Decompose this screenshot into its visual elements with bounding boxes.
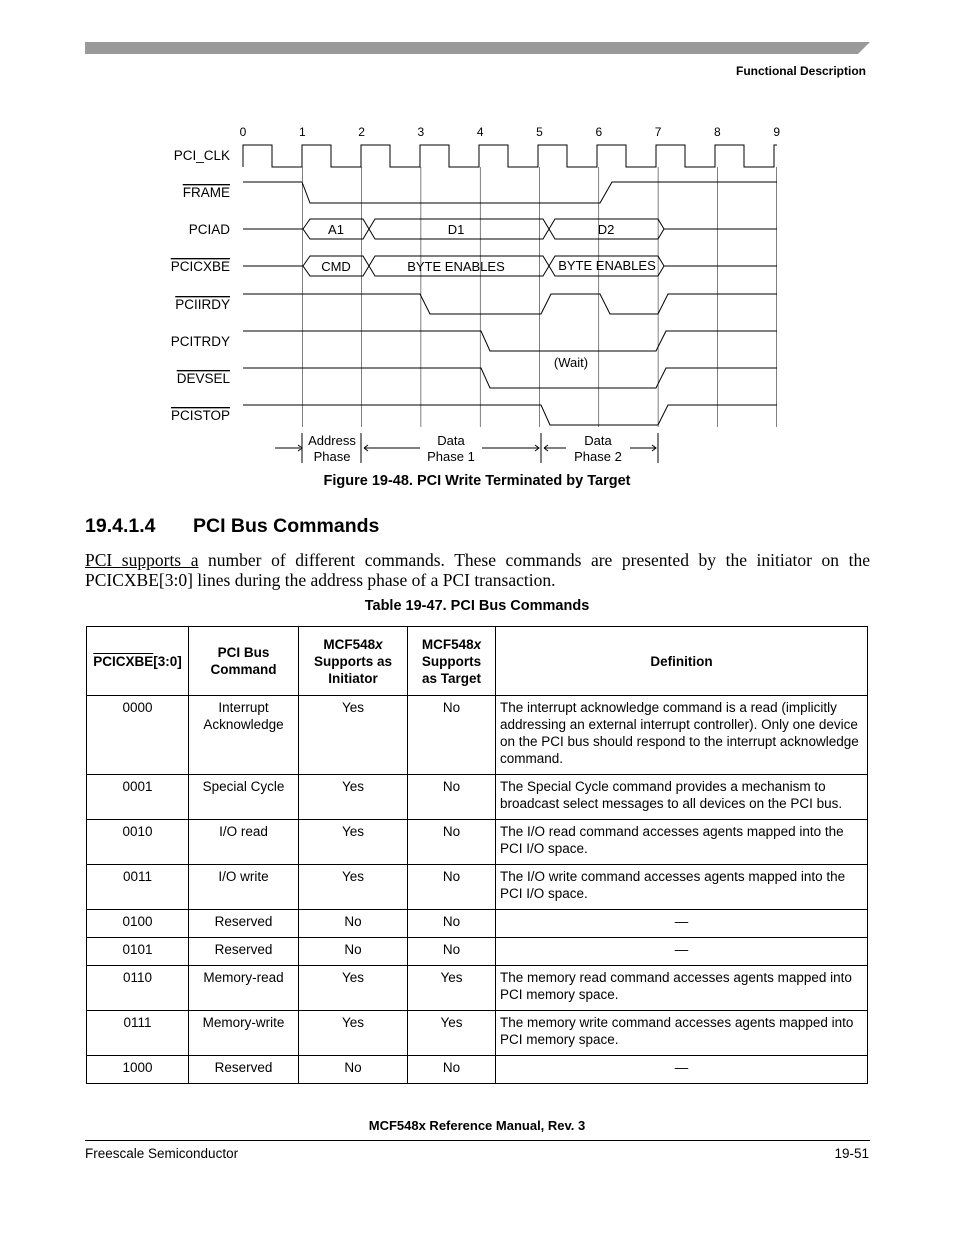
paragraph-text: number of different commands. These commands are presented by the initiator on the PCICXBE[3:0] lines during the address phase of a PCI transaction. [85, 550, 870, 590]
clock-cycle-label: 0 [239, 125, 247, 139]
cell-definition: — [496, 1056, 868, 1084]
table-row [87, 1056, 868, 1084]
cell-code: 0101 [87, 938, 189, 966]
clock-cycle-label: 5 [536, 125, 543, 139]
cell-code: 0000 [87, 696, 189, 775]
pciad-a1-label: A1 [328, 222, 344, 237]
cell-code: 0010 [87, 820, 189, 865]
clock-cycle-label: 6 [595, 125, 603, 139]
header-initiator: MCF548x Supports as Initiator [299, 627, 408, 696]
pcicxbe-cmd-label: CMD [321, 259, 351, 274]
footer-page-number: 19-51 [834, 1146, 869, 1161]
cell-definition: The memory read command accesses agents mapped into PCI memory space. [496, 966, 868, 1011]
table-row [87, 938, 868, 966]
pci-bus-commands-table [86, 626, 868, 1084]
cell-code: 0110 [87, 966, 189, 1011]
table-row [87, 696, 868, 775]
cell-target: No [408, 1056, 496, 1084]
header-command: PCI Bus Command [189, 627, 299, 696]
cell-definition: — [496, 910, 868, 938]
signal-name: PCIAD [188, 222, 230, 237]
cell-initiator: Yes [299, 820, 408, 865]
table-header-row [87, 627, 868, 696]
cell-initiator: Yes [299, 775, 408, 820]
pciad-d1-label: D1 [447, 222, 465, 237]
cell-initiator: Yes [299, 865, 408, 910]
cell-command: I/O write [189, 865, 299, 910]
signal-name: PCICXBE [170, 259, 230, 274]
wait-label: (Wait) [553, 355, 589, 370]
cell-initiator: No [299, 910, 408, 938]
clock-cycle-label: 1 [298, 125, 306, 139]
cell-target: Yes [408, 1011, 496, 1056]
cell-definition: The Special Cycle command provides a mechanism to broadcast select messages to all devices on the PCI bus. [496, 775, 868, 820]
clock-cycle-label: 3 [417, 125, 425, 139]
signal-name: PCI_CLK [173, 148, 230, 163]
table-row [87, 775, 868, 820]
section-heading [85, 515, 379, 538]
table-row [87, 865, 868, 910]
body-paragraph [85, 550, 870, 590]
header-bar [0, 0, 954, 60]
cell-initiator: Yes [299, 1011, 408, 1056]
header-definition: Definition [496, 627, 868, 696]
cell-command: Interrupt Acknowledge [189, 696, 299, 775]
pciad-d2-label: D2 [597, 222, 615, 237]
clock-cycle-label: 2 [358, 125, 365, 139]
footer-manual-title: MCF548x Reference Manual, Rev. 3 [368, 1118, 586, 1133]
devsel-wave [243, 368, 777, 388]
cell-target: No [408, 775, 496, 820]
cell-target: No [408, 696, 496, 775]
pciirdy-wave [243, 294, 777, 314]
table-row [87, 1011, 868, 1056]
cell-command: Memory-write [189, 1011, 299, 1056]
cell-target: Yes [408, 966, 496, 1011]
footer-divider [85, 1140, 870, 1141]
cell-code: 0111 [87, 1011, 189, 1056]
clock-cycle-label: 8 [714, 125, 721, 139]
cell-command: Memory-read [189, 966, 299, 1011]
cell-command: Reserved [189, 938, 299, 966]
data-phase1-line2: Phase 1 [427, 449, 475, 464]
header-target: MCF548x Supports as Target [408, 627, 496, 696]
data-phase2-line1: Data [584, 433, 612, 448]
signal-name: PCISTOP [170, 408, 230, 423]
cell-initiator: Yes [299, 966, 408, 1011]
cell-command: Special Cycle [189, 775, 299, 820]
footer-company: Freescale Semiconductor [85, 1146, 239, 1161]
cell-target: No [408, 865, 496, 910]
pcitrdy-wave [243, 331, 777, 351]
table-caption: Table 19-47. PCI Bus Commands [364, 598, 590, 614]
signal-name: PCIIRDY [175, 297, 230, 312]
cell-definition: — [496, 938, 868, 966]
running-header-section: Functional Description [735, 64, 866, 78]
table-row [87, 910, 868, 938]
cell-target: No [408, 910, 496, 938]
table-row [87, 966, 868, 1011]
cell-command: I/O read [189, 820, 299, 865]
pciad-wave [243, 219, 777, 239]
cell-code: 0100 [87, 910, 189, 938]
paragraph-underlined-text: PCI supports a [85, 550, 199, 570]
timing-diagram [0, 115, 954, 470]
table-row [87, 820, 868, 865]
signal-name: FRAME [182, 185, 230, 200]
clock-cycle-label: 4 [476, 125, 484, 139]
cell-code: 0001 [87, 775, 189, 820]
signal-name: DEVSEL [176, 371, 230, 386]
data-phase1-line1: Data [437, 433, 465, 448]
address-phase-line2: Phase [313, 449, 351, 464]
cell-initiator: No [299, 1056, 408, 1084]
pcistop-wave [243, 405, 777, 425]
cell-definition: The memory write command accesses agents mapped into PCI memory space. [496, 1011, 868, 1056]
cell-code: 0011 [87, 865, 189, 910]
cell-target: No [408, 938, 496, 966]
section-title: PCI Bus Commands [193, 515, 380, 537]
pci-clk-wave [243, 145, 777, 167]
cell-code: 1000 [87, 1056, 189, 1084]
pcicxbe-be1-label: BYTE ENABLES [407, 259, 505, 274]
section-number: 19.4.1.4 [85, 515, 156, 537]
cell-definition: The I/O write command accesses agents mapped into the PCI I/O space. [496, 865, 868, 910]
address-phase-line1: Address [308, 433, 356, 448]
cell-command: Reserved [189, 910, 299, 938]
header-pcicxbe: PCICXBE[3:0] [87, 627, 189, 696]
cell-initiator: Yes [299, 696, 408, 775]
data-phase2-line2: Phase 2 [574, 449, 622, 464]
cell-definition: The I/O read command accesses agents mapped into the PCI I/O space. [496, 820, 868, 865]
clock-cycle-label: 9 [773, 125, 781, 139]
frame-wave [243, 182, 777, 203]
cell-command: Reserved [189, 1056, 299, 1084]
figure-caption: Figure 19-48. PCI Write Terminated by Target [323, 473, 631, 489]
pcicxbe-be2-label: BYTE ENABLES [558, 258, 656, 273]
cell-initiator: No [299, 938, 408, 966]
cell-target: No [408, 820, 496, 865]
cell-definition: The interrupt acknowledge command is a read (implicitly addressing an external interrupt controller). Only one device on the PCI bus should respond to the interrupt acknowledge command. [496, 696, 868, 775]
signal-name: PCITRDY [170, 334, 230, 349]
clock-cycle-label: 7 [654, 125, 662, 139]
